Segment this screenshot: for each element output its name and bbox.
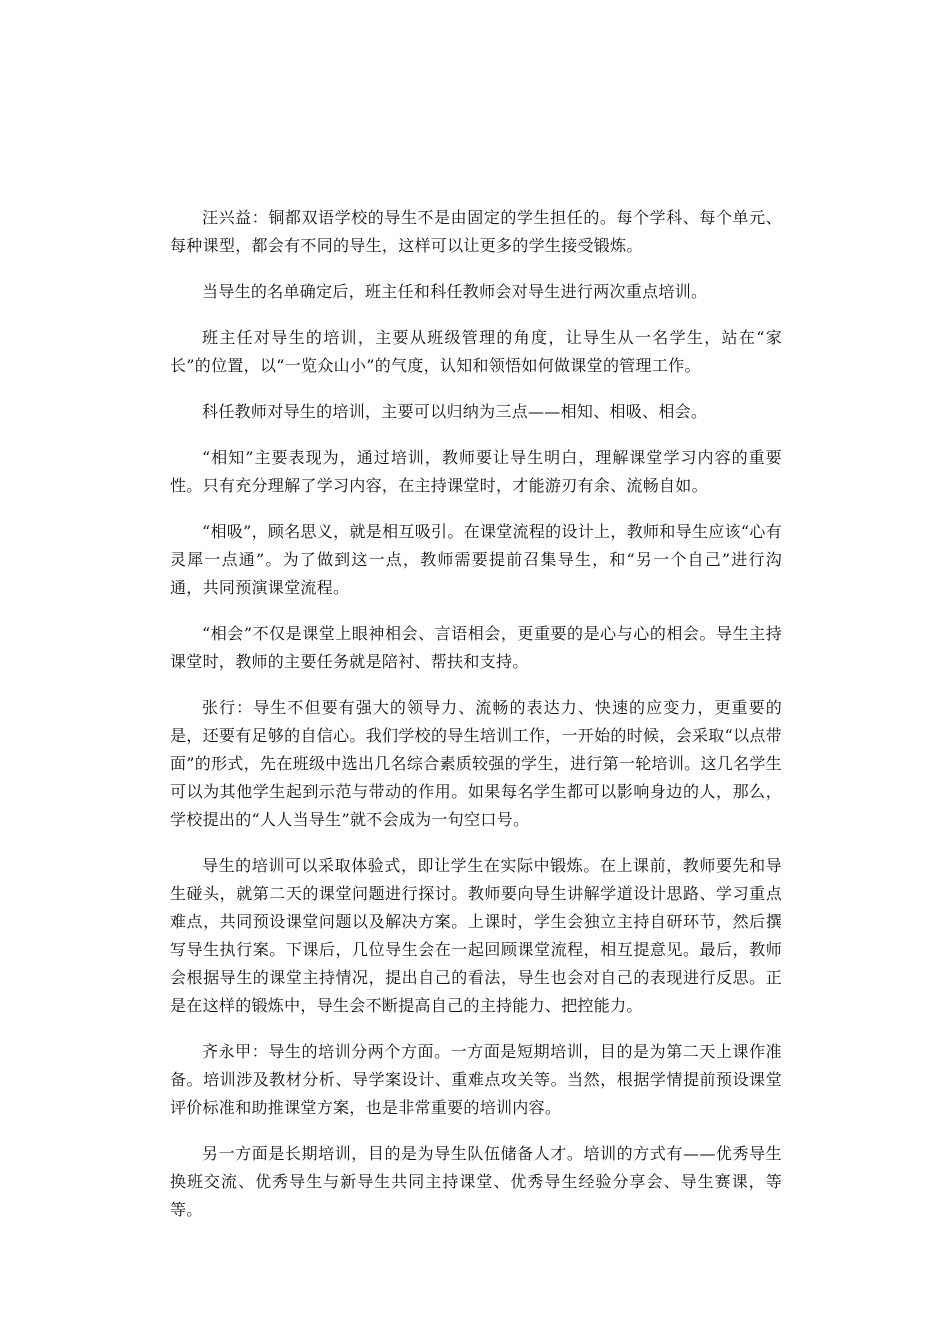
paragraph-7: “相会”不仅是课堂上眼神相会、言语相会，更重要的是心与心的相会。导生主持课堂时，教师的主要任务就是陪衬、帮扶和支持。 — [170, 624, 782, 671]
paragraph-2: 当导生的名单确定后，班主任和科任教师会对导生进行两次重点培训。 — [202, 282, 708, 301]
article-body — [170, 204, 782, 1242]
paragraph-10: 齐永甲：导生的培训分两个方面。一方面是短期培训，目的是为第二天上课作准备。培训涉及教材分析、导学案设计、重难点攻关等。当然，根据学情提前预设课堂评价标准和助推课堂方案，也是非常重要的培训内容。 — [170, 1042, 782, 1117]
paragraph-1: 汪兴益：铜都双语学校的导生不是由固定的学生担任的。每个学科、每个单元、每种课型，都会有不同的导生，这样可以让更多的学生接受锻炼。 — [170, 208, 782, 255]
paragraph-3: 班主任对导生的培训，主要从班级管理的角度，让导生从一名学生，站在“家长”的位置，以“一览众山小”的气度，认知和领悟如何做课堂的管理工作。 — [170, 328, 782, 375]
paragraph-11: 另一方面是长期培训，目的是为导生队伍储备人才。培训的方式有——优秀导生换班交流、优秀导生与新导生共同主持课堂、优秀导生经验分享会、导生赛课，等等。 — [170, 1144, 782, 1219]
paragraph-6: “相吸”，顾名思义，就是相互吸引。在课堂流程的设计上，教师和导生应该“心有灵犀一点通”。为了做到这一点，教师需要提前召集导生，和“另一个自己”进行沟通，共同预演课堂流程。 — [170, 522, 782, 597]
paragraph-9: 导生的培训可以采取体验式，即让学生在实际中锻炼。在上课前，教师要先和导生碰头，就第二天的课堂问题进行探讨。教师要向导生讲解学道设计思路、学习重点难点，共同预设课堂问题以及解决方案。上课时，学生会独立主持自研环节，然后撰写导生执行案。下课后，几位导生会在一起回顾课堂流程，相互提意见。最后，教师会根据导生的课堂主持情况，提出自己的看法，导生也会对自己的表现进行反思。正是在这样的锻炼中，导生会不断提高自己的主持能力、把控能力。 — [170, 856, 782, 1015]
paragraph-8: 张行：导生不但要有强大的领导力、流畅的表达力、快速的应变力，更重要的是，还要有足够的自信心。我们学校的导生培训工作，一开始的时候，会采取“以点带面”的形式，先在班级中选出几名综合素质较强的学生，进行第一轮培训。这几名学生可以为其他学生起到示范与带动的作用。如果每名学生都可以影响身边的人，那么，学校提出的“人人当导生”就不会成为一句空口号。 — [170, 698, 782, 829]
paragraph-5: “相知”主要表现为，通过培训，教师要让导生明白，理解课堂学习内容的重要性。只有充分理解了学习内容，在主持课堂时，才能游刃有余、流畅自如。 — [170, 448, 782, 495]
paragraph-4: 科任教师对导生的培训，主要可以归纳为三点——相知、相吸、相会。 — [202, 402, 708, 421]
